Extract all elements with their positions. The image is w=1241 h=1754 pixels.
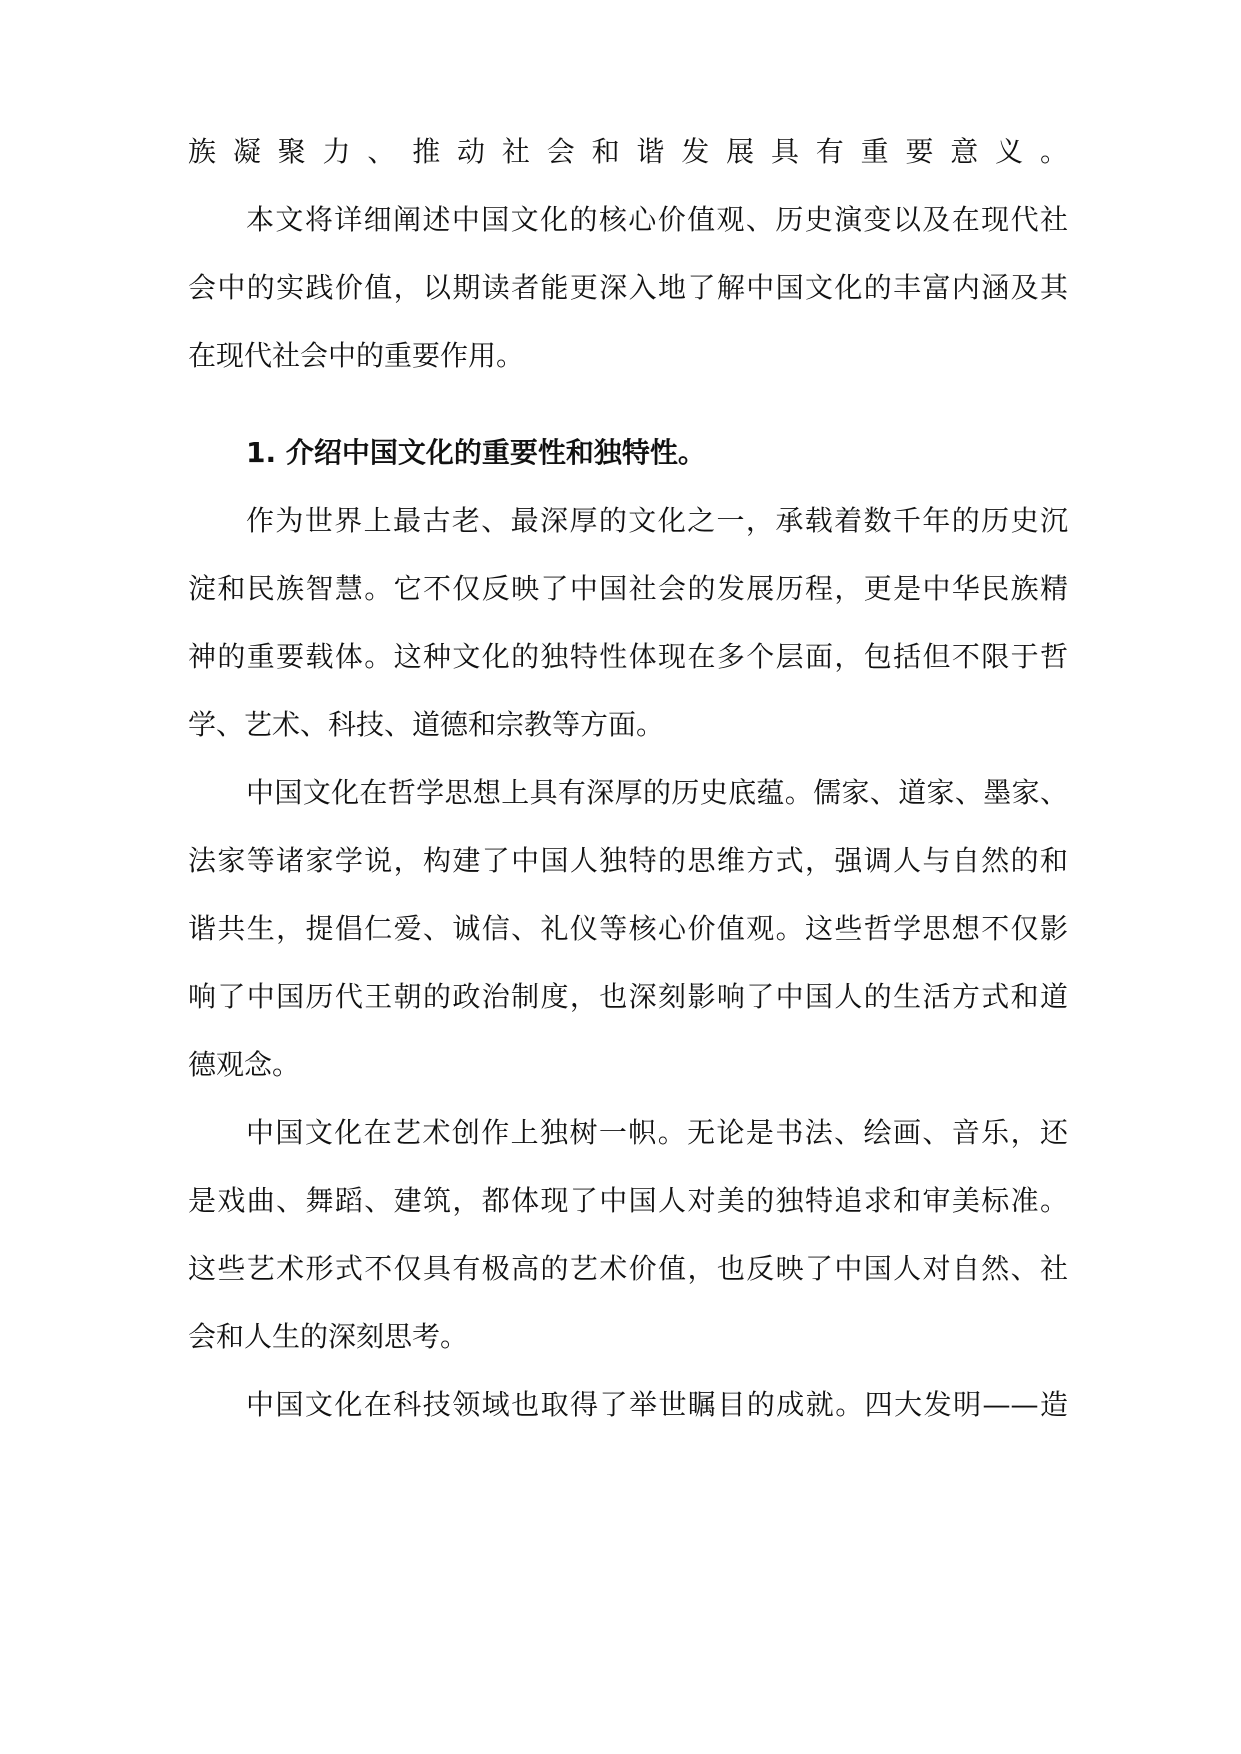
paragraph-philosophy-line-3: 谐共生，提倡仁爱、诚信、礼仪等核心价值观。这些哲学思想不仅影 (188, 912, 1068, 945)
paragraph-philosophy-line-1: 中国文化在哲学思想上具有深厚的历史底蕴。儒家、道家、墨家、 (246, 776, 1068, 809)
paragraph-importance-line-2: 淀和民族智慧。它不仅反映了中国社会的发展历程，更是中华民族精 (188, 572, 1068, 605)
paragraph-continuation-line-1: 族凝聚力、推动社会和谐发展具有重要意义。 (188, 135, 1068, 168)
paragraph-philosophy-line-4: 响了中国历代王朝的政治制度，也深刻影响了中国人的生活方式和道 (188, 980, 1068, 1013)
paragraph-technology-line-1: 中国文化在科技领域也取得了举世瞩目的成就。四大发明——造 (246, 1388, 1068, 1421)
paragraph-importance-line-1: 作为世界上最古老、最深厚的文化之一，承载着数千年的历史沉 (246, 504, 1068, 537)
paragraph-intro-line-1: 本文将详细阐述中国文化的核心价值观、历史演变以及在现代社 (246, 203, 1068, 236)
paragraph-art-line-1: 中国文化在艺术创作上独树一帜。无论是书法、绘画、音乐，还 (246, 1116, 1068, 1149)
paragraph-importance-line-3: 神的重要载体。这种文化的独特性体现在多个层面，包括但不限于哲 (188, 640, 1068, 673)
section-heading: 1. 介绍中国文化的重要性和独特性。 (246, 436, 706, 469)
paragraph-art-line-3: 这些艺术形式不仅具有极高的艺术价值，也反映了中国人对自然、社 (188, 1252, 1068, 1285)
paragraph-intro-line-3: 在现代社会中的重要作用。 (188, 339, 525, 372)
paragraph-art-line-2: 是戏曲、舞蹈、建筑，都体现了中国人对美的独特追求和审美标准。 (188, 1184, 1068, 1217)
paragraph-importance-line-4: 学、艺术、科技、道德和宗教等方面。 (188, 708, 665, 741)
paragraph-philosophy-line-2: 法家等诸家学说，构建了中国人独特的思维方式，强调人与自然的和 (188, 844, 1068, 877)
paragraph-art-line-4: 会和人生的深刻思考。 (188, 1320, 469, 1353)
paragraph-intro-line-2: 会中的实践价值，以期读者能更深入地了解中国文化的丰富内涵及其 (188, 271, 1068, 304)
paragraph-philosophy-line-5: 德观念。 (188, 1048, 301, 1081)
